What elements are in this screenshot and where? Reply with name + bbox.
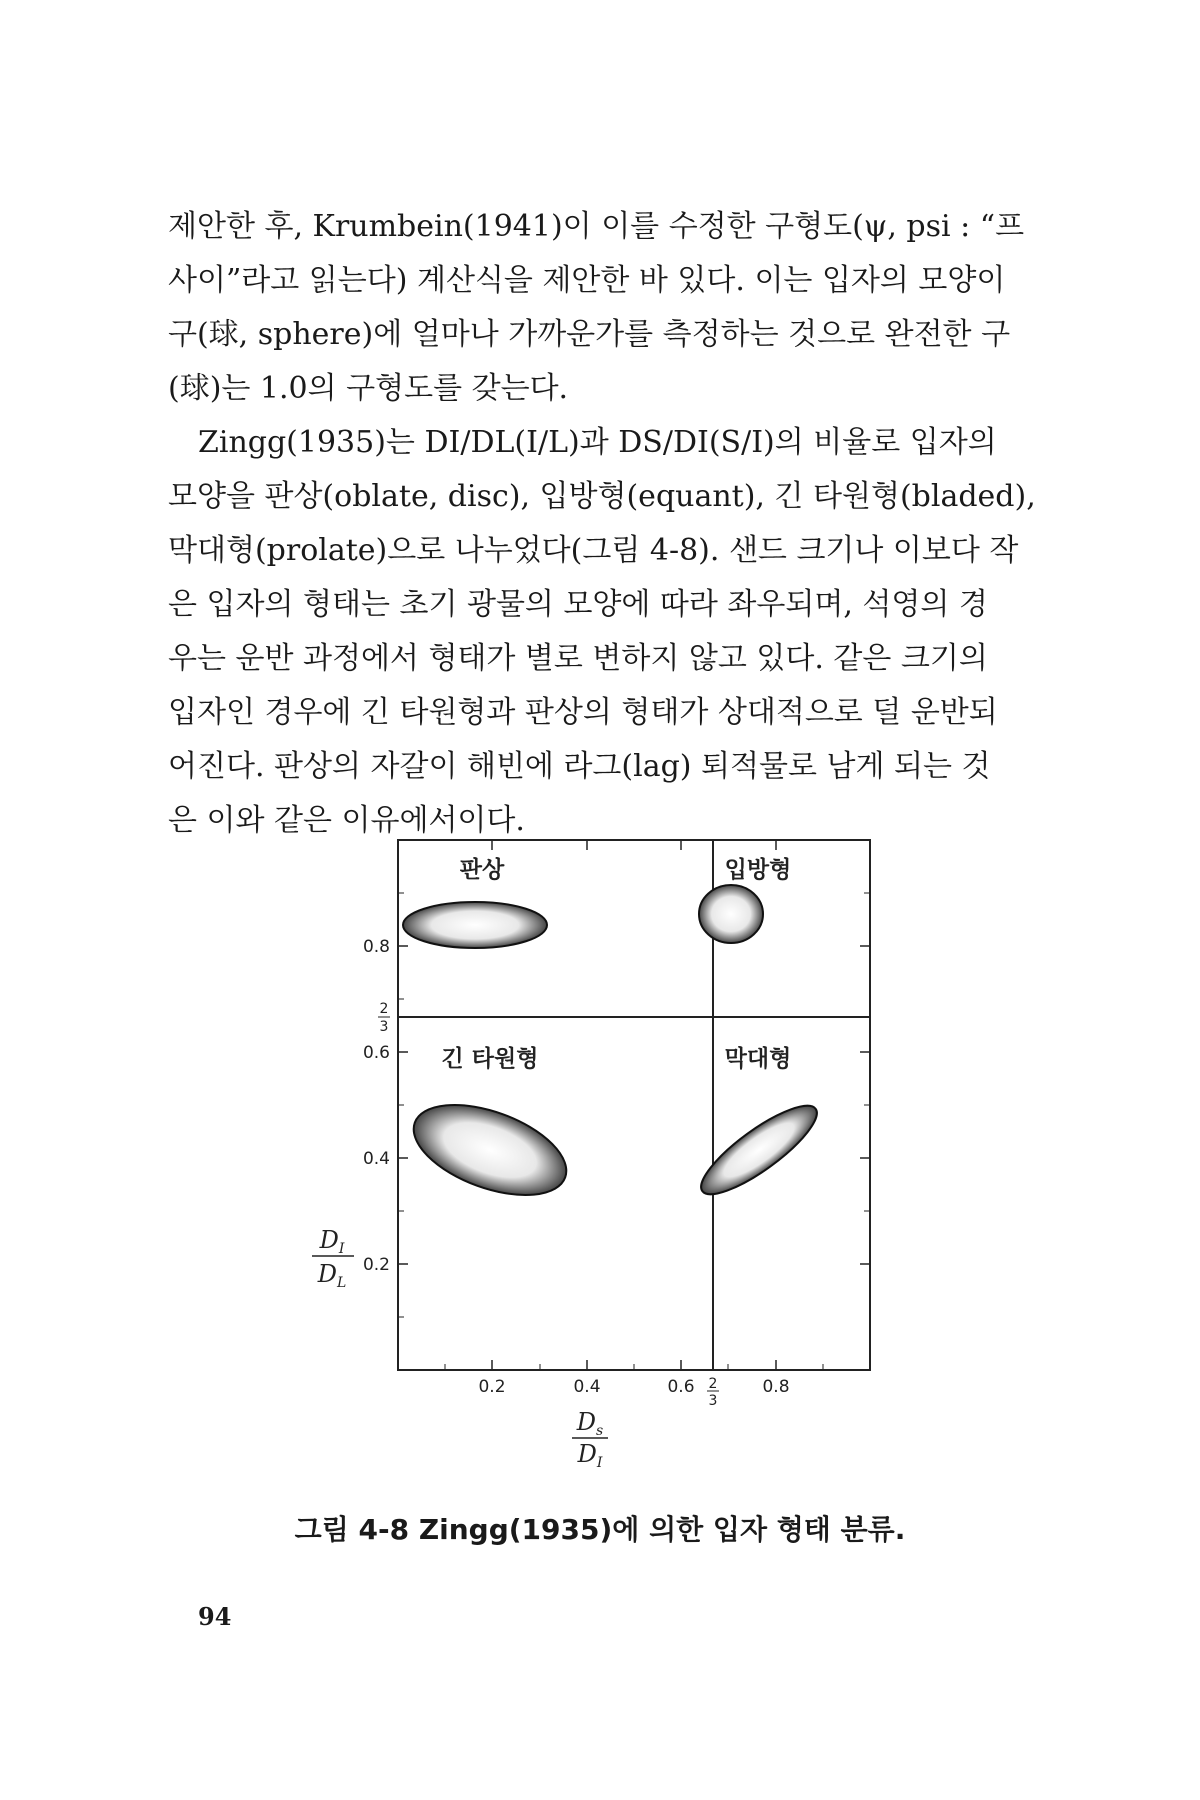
y-axis-numerator: D xyxy=(319,1226,339,1254)
region-label-oblate: 판상 xyxy=(459,857,505,883)
frac-numerator: 2 xyxy=(708,1376,718,1392)
y-axis-numerator-sub: I xyxy=(338,1241,345,1257)
text-line: 사이”라고 읽는다) 계산식을 제안한 바 있다. 이는 입자의 모양이 xyxy=(168,263,1006,298)
y-two-thirds-label xyxy=(378,1001,390,1035)
text-line: 어진다. 판상의 자갈이 해빈에 라그(lag) 퇴적물로 남게 되는 것 xyxy=(168,749,991,784)
oblate-particle xyxy=(403,902,547,948)
x-axis-numerator: D xyxy=(576,1408,597,1436)
paragraph-2 xyxy=(168,416,1073,848)
svg-text:Ds xyxy=(576,1408,603,1439)
x-tick-label: 0.8 xyxy=(762,1377,790,1397)
text-line: 은 입자의 형태는 초기 광물의 모양에 따라 좌우되며, 석영의 경 xyxy=(168,587,988,622)
equant-particle xyxy=(699,885,763,943)
x-axis-label xyxy=(572,1408,608,1471)
text-line: 구(球, sphere)에 얼마나 가까운가를 측정하는 것으로 완전한 구 xyxy=(168,317,1011,352)
y-axis-label xyxy=(312,1226,354,1291)
prolate-particle xyxy=(691,1093,828,1208)
body-text xyxy=(168,200,1073,848)
region-label-prolate: 막대형 xyxy=(724,1046,792,1072)
text-line: 입자인 경우에 긴 타원형과 판상의 형태가 상대적으로 덜 운반되 xyxy=(168,695,998,730)
x-tick-label: 0.6 xyxy=(667,1377,695,1397)
y-axis-denominator: D xyxy=(317,1260,337,1288)
y-tick-label: 0.4 xyxy=(362,1149,390,1169)
paragraph-1 xyxy=(168,200,1073,416)
page-number: 94 xyxy=(198,1602,232,1631)
y-tick-label: 0.8 xyxy=(362,937,390,957)
frac-denominator: 3 xyxy=(708,1393,718,1409)
y-tick-label: 0.6 xyxy=(362,1043,390,1063)
x-tick-label: 0.4 xyxy=(573,1377,601,1397)
x-tick-label: 0.2 xyxy=(478,1377,506,1397)
region-label-bladed: 긴 타원형 xyxy=(441,1046,539,1072)
text-line: Zingg(1935)는 DI/DL(I/L)과 DS/DI(S/I)의 비율로 입자의 xyxy=(198,425,997,460)
frac-numerator: 2 xyxy=(379,1001,389,1017)
y-tick-label: 0.2 xyxy=(362,1255,390,1275)
text-line: 우는 운반 과정에서 형태가 별로 변하지 않고 있다. 같은 크기의 xyxy=(168,641,988,676)
text-line: (球)는 1.0의 구형도를 갖는다. xyxy=(168,371,569,406)
svg-text:DL xyxy=(317,1260,347,1291)
x-axis-denominator-sub: I xyxy=(596,1455,603,1471)
svg-text:DI xyxy=(319,1226,345,1257)
zingg-classification-figure xyxy=(300,830,1000,1520)
bladed-particle xyxy=(402,1087,578,1213)
figure-caption: 그림 4-8 Zingg(1935)에 의한 입자 형태 분류. xyxy=(294,1513,906,1546)
y-axis-denominator-sub: L xyxy=(336,1275,347,1291)
text-line: 은 이와 같은 이유에서이다. xyxy=(168,803,525,838)
text-line: 막대형(prolate)으로 나누었다(그림 4-8). 샌드 크기나 이보다 작 xyxy=(168,533,1019,568)
region-label-equant: 입방형 xyxy=(724,857,792,883)
x-axis-numerator-sub: s xyxy=(596,1423,604,1439)
text-line: 제안한 후, Krumbein(1941)이 이를 수정한 구형도(ψ, psi : “프 xyxy=(168,209,1025,244)
x-axis-denominator: D xyxy=(577,1440,597,1468)
frac-denominator: 3 xyxy=(379,1019,389,1035)
text-line: 모양을 판상(oblate, disc), 입방형(equant), 긴 타원형(bladed), xyxy=(168,479,1036,514)
svg-text:DI xyxy=(577,1440,603,1471)
zingg-diagram xyxy=(300,830,1000,1520)
x-two-thirds-label xyxy=(707,1376,719,1409)
